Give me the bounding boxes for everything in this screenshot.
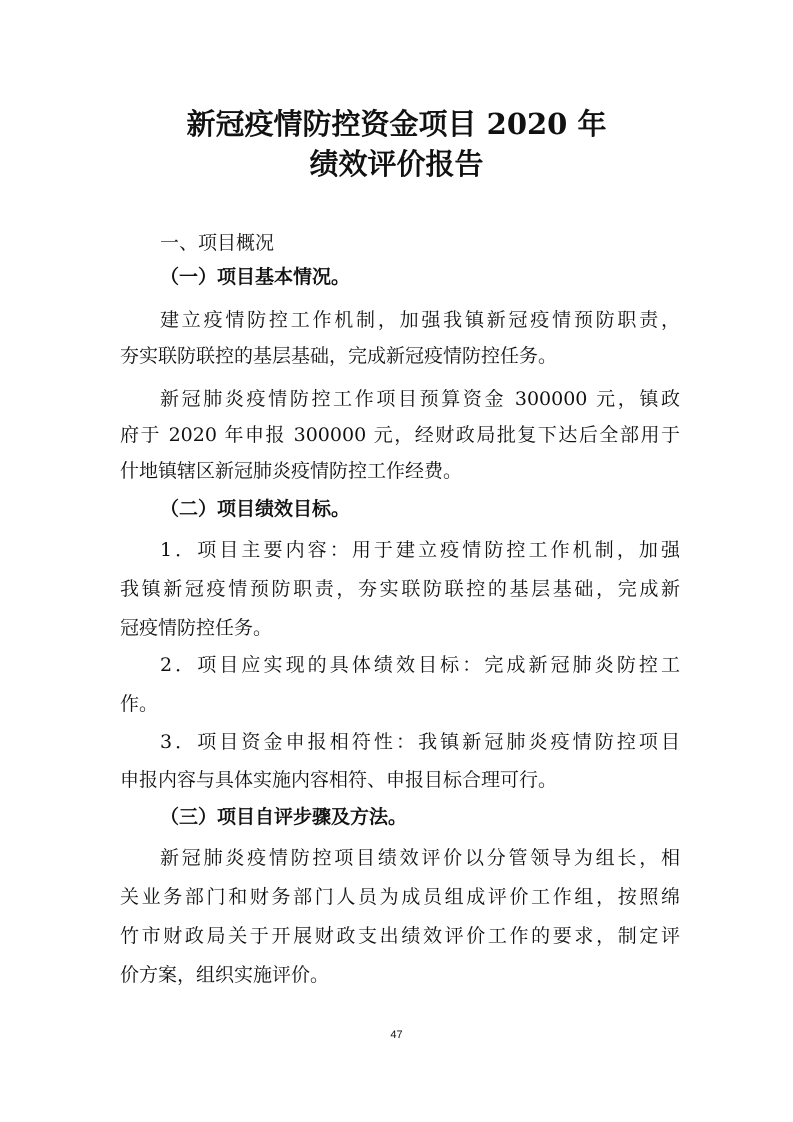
paragraph-line: 夯实联防联控的基层基础，完成新冠疫情防控任务。 — [120, 345, 558, 367]
subsection-heading: （二）项目绩效目标。 — [160, 498, 351, 520]
paragraph-line: 冠疫情防控任务。 — [120, 617, 273, 639]
subsection-heading: （三）项目自评步骤及方法。 — [160, 806, 408, 828]
paragraph-line: 2．项目应实现的具体绩效目标：完成新冠肺炎防控工 — [160, 654, 680, 676]
report-title-line-1: 新冠疫情防控资金项目 2020 年 — [186, 107, 607, 141]
paragraph-line: 1．项目主要内容：用于建立疫情防控工作机制，加强 — [160, 539, 680, 561]
paragraph-line: 作。 — [120, 693, 159, 715]
paragraph-line: 什地镇辖区新冠肺炎疫情防控工作经费。 — [120, 460, 463, 482]
paragraph-line: 新冠肺炎疫情防控工作项目预算资金 300000 元，镇政 — [160, 388, 680, 410]
paragraph-line: 我镇新冠疫情预防职责，夯实联防联控的基层基础，完成新 — [120, 578, 680, 600]
subsection-heading: （一）项目基本情况。 — [160, 266, 351, 288]
paragraph-line: 价方案，组织实施评价。 — [120, 964, 330, 986]
paragraph-line: 3．项目资金申报相符性：我镇新冠肺炎疫情防控项目 — [160, 731, 680, 753]
paragraph-line: 竹市财政局关于开展财政支出绩效评价工作的要求，制定评 — [120, 925, 680, 947]
page-number: 47 — [390, 1029, 403, 1041]
section-heading: 一、项目概况 — [160, 232, 275, 254]
paragraph-line: 关业务部门和财务部门人员为成员组成评价工作组，按照绵 — [120, 886, 680, 908]
paragraph-line: 建立疫情防控工作机制，加强我镇新冠疫情预防职责， — [160, 309, 680, 331]
report-title-line-2: 绩效评价报告 — [309, 147, 484, 181]
paragraph-line: 新冠肺炎疫情防控项目绩效评价以分管领导为组长，相 — [160, 847, 680, 869]
paragraph-line: 府于 2020 年申报 300000 元，经财政局批复下达后全部用于 — [120, 424, 680, 446]
paragraph-line: 申报内容与具体实施内容相符、申报目标合理可行。 — [120, 769, 558, 791]
